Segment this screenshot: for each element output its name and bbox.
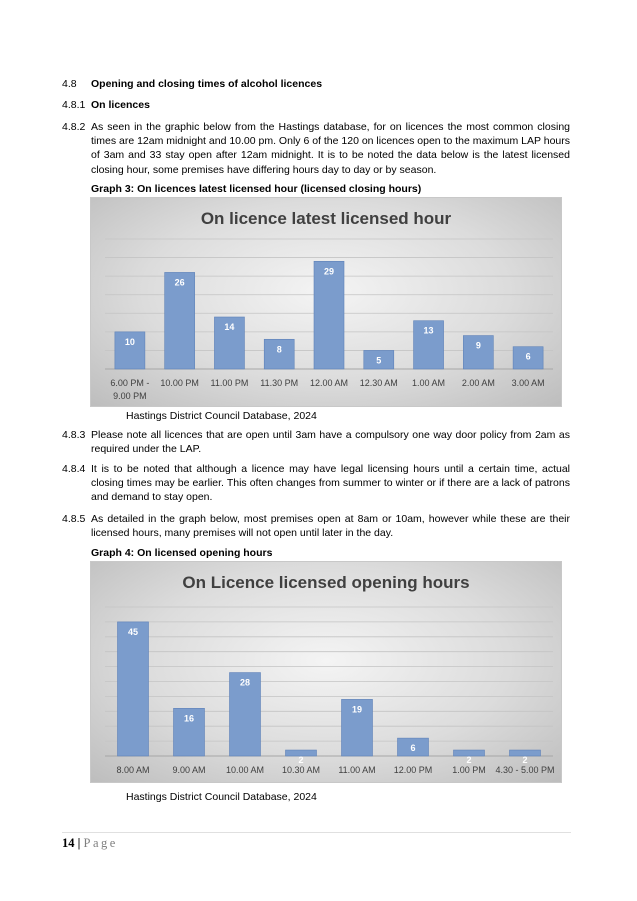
page-number: 14 xyxy=(62,836,75,850)
subsection-number: 4.8.1 xyxy=(62,99,86,111)
closing-tick-label: 6.00 PM -9.00 PM xyxy=(110,378,150,401)
closing-bar xyxy=(314,261,344,369)
opening-hours-chart-svg xyxy=(91,562,561,782)
paragraph-4-8-3-number: 4.8.3 xyxy=(62,429,86,441)
opening-tick-label: 10.30 AM xyxy=(281,765,321,775)
closing-data-label: 5 xyxy=(376,355,382,366)
footer-separator: | xyxy=(77,836,81,850)
graph-4-caption: Graph 4: On licensed opening hours xyxy=(91,547,273,559)
subsection-title: On licences xyxy=(91,99,150,111)
graph-3-source: Hastings District Council Database, 2024 xyxy=(126,410,317,422)
footer-divider xyxy=(62,832,571,833)
paragraph-4-8-4: It is to be noted that although a licence may have legal licensing hours until a certain time, actual closing times may be earlier. This often changes from summer to winter or if there are a lack of patrons and demand to stay open. xyxy=(91,463,570,504)
opening-tick-label: 8.00 AM xyxy=(116,765,150,775)
opening-data-label: 16 xyxy=(183,713,195,724)
closing-hours-chart xyxy=(90,197,562,407)
opening-data-label: 6 xyxy=(410,743,416,754)
closing-data-label: 8 xyxy=(276,344,282,355)
opening-data-label: 2 xyxy=(466,755,472,766)
closing-data-label: 26 xyxy=(174,277,185,288)
opening-bar xyxy=(118,622,149,756)
paragraph-4-8-2-number: 4.8.2 xyxy=(62,121,86,133)
closing-chart-title: On licence latest licensed hour xyxy=(200,209,452,228)
closing-tick-label: 10.00 PM xyxy=(160,378,199,388)
closing-data-label: 6 xyxy=(525,351,531,362)
opening-tick-label: 11.00 AM xyxy=(338,765,376,775)
opening-tick-label: 12.00 PM xyxy=(393,765,433,775)
opening-hours-chart xyxy=(90,561,562,783)
closing-tick-label: 2.00 AM xyxy=(461,378,495,388)
closing-tick-label: 11.00 PM xyxy=(210,378,249,388)
section-title: Opening and closing times of alcohol licences xyxy=(91,78,323,90)
closing-hours-chart-svg xyxy=(91,198,561,406)
paragraph-4-8-5: As detailed in the graph below, most premises open at 8am or 10am, however while these are their licensed hours, many premises will not open until later in the day. xyxy=(91,513,570,540)
opening-data-label: 45 xyxy=(127,626,139,637)
opening-data-label: 2 xyxy=(522,755,528,766)
section-number: 4.8 xyxy=(62,78,77,90)
paragraph-4-8-5-number: 4.8.5 xyxy=(62,513,86,525)
opening-chart-title: On Licence licensed opening hours xyxy=(182,573,470,592)
opening-tick-label: 1.00 PM xyxy=(452,765,486,775)
closing-tick-label: 1.00 AM xyxy=(412,378,446,388)
page-footer xyxy=(62,836,118,851)
page-label: Page xyxy=(83,836,118,850)
closing-tick-label: 3.00 AM xyxy=(511,378,545,388)
closing-data-label: 13 xyxy=(423,325,434,336)
closing-data-label: 14 xyxy=(224,322,235,332)
closing-tick-label: 11.30 PM xyxy=(260,378,299,388)
graph-4-source: Hastings District Council Database, 2024 xyxy=(126,791,317,803)
closing-data-label: 10 xyxy=(124,336,135,347)
closing-data-label: 9 xyxy=(475,340,481,351)
opening-data-label: 19 xyxy=(351,704,363,715)
opening-tick-label: 9.00 AM xyxy=(172,765,206,775)
graph-3-caption: Graph 3: On licences latest licensed hour (licensed closing hours) xyxy=(91,183,422,195)
opening-tick-label: 10.00 AM xyxy=(225,765,265,775)
opening-tick-label: 4.30 - 5.00 PM xyxy=(495,765,555,775)
opening-data-label: 2 xyxy=(298,755,304,766)
paragraph-4-8-4-number: 4.8.4 xyxy=(62,463,86,475)
opening-data-label: 28 xyxy=(239,677,251,688)
paragraph-4-8-3: Please note all licences that are open until 3am have a compulsory one way door policy from 2am as required under the LAP. xyxy=(91,429,570,456)
paragraph-4-8-2: As seen in the graphic below from the Hastings database, for on licences the most common closing times are 12am midnight and 10.00 pm. Only 6 of the 120 on licences open to the maximum LAP hours of 3am and 33 stay open after 12am midnight. It is to be noted the data below is the latest licensed closing hour, some premises have differing hours day to day or by season. xyxy=(91,121,570,176)
closing-tick-label: 12.00 AM xyxy=(309,378,349,388)
closing-tick-label: 12.30 AM xyxy=(359,378,398,388)
closing-data-label: 29 xyxy=(323,266,335,277)
